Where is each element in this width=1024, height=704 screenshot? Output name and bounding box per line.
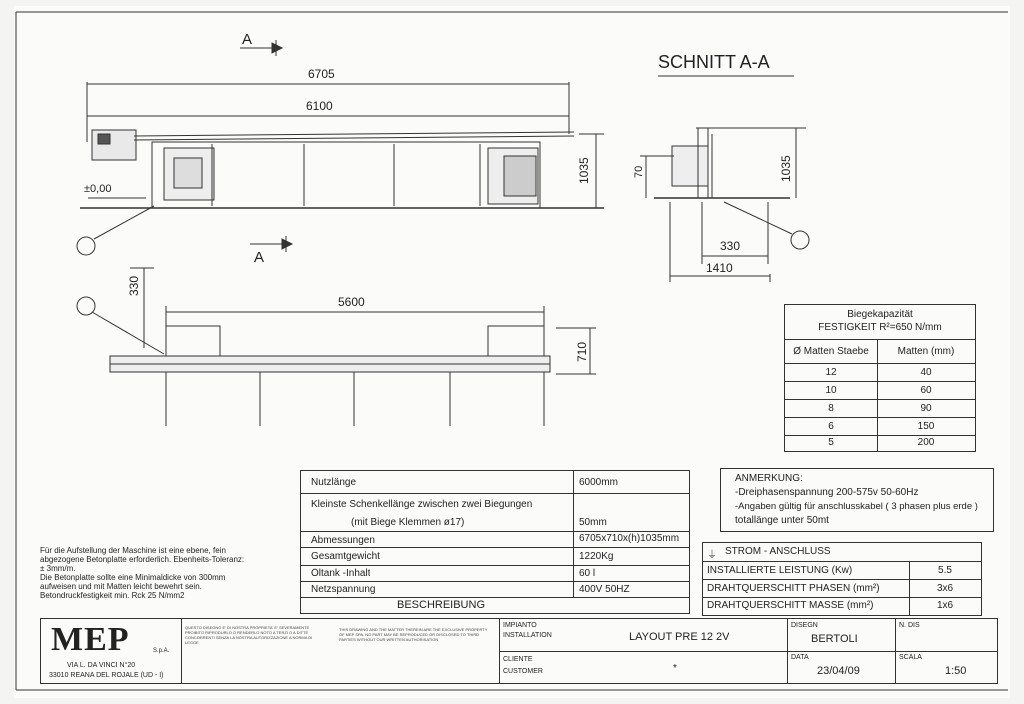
cut-label-top: A [242, 31, 253, 48]
spec-value: 6000mm [579, 477, 618, 488]
spec-value: 50mm [579, 517, 607, 528]
installation-value: LAYOUT PRE 12 2V [629, 631, 730, 643]
capacity-row-mm: 40 [920, 367, 932, 378]
disegn-label: DISEGN [791, 622, 818, 629]
spec-footer: BESCHREIBUNG [396, 599, 486, 611]
spec-label: Abmessungen [311, 535, 375, 546]
electrical-ground-icon: ⏚ [707, 550, 717, 561]
spec-label: Kleinste Schenkellänge zwischen zwei Biegungen [311, 499, 533, 510]
logo-suffix: S.p.A. [153, 648, 170, 654]
capacity-table [784, 304, 976, 452]
data-value: 23/04/09 [817, 665, 860, 677]
spec-label: Gesamtgewicht [311, 551, 380, 562]
spec-table [300, 470, 690, 614]
capacity-row-dia: 10 [825, 385, 837, 396]
foundation-line: Die Betonplatte sollte eine Minimaldicke von 300mm [40, 573, 226, 582]
foundation-line: Für die Aufstellung der Maschine ist eine ebene, fein [40, 546, 226, 555]
scala-value: 1:50 [945, 665, 967, 677]
power-label: INSTALLIERTE LEISTUNG (Kw) [707, 565, 853, 576]
dim-section-70: 70 [633, 165, 645, 178]
scala-label: SCALA [899, 654, 922, 661]
dim-overall-length: 6705 [308, 67, 335, 81]
capacity-row-dia: 8 [828, 403, 834, 414]
foundation-line: abgezogene Betonplatte erforderlich. Ebenheits-Toleranz: [40, 555, 245, 564]
foundation-line: aufweisen und mit Matten leicht bewehrt sein. [40, 582, 202, 591]
power-title: STROM - ANSCHLUSS [725, 546, 831, 557]
capacity-title: Biegekapazität [847, 309, 913, 320]
spec-value: 1220Kg [579, 551, 614, 562]
section-title: SCHNITT A-A [658, 52, 770, 72]
power-value: 3x6 [936, 583, 954, 594]
power-label: DRAHTQUERSCHITT PHASEN (mm²) [707, 583, 880, 594]
address-street: VIA L. DA VINCI N°20 [67, 662, 136, 669]
spec-value: 6705x710x(h)1035mm [579, 533, 680, 544]
note-line: totallänge unter 50mt [735, 515, 829, 526]
foundation-note [40, 546, 298, 600]
disegn-value: BERTOLI [811, 633, 858, 645]
capacity-header-mm: Matten (mm) [897, 346, 955, 357]
capacity-row-dia: 6 [828, 421, 834, 432]
spec-label: (mit Biege Klemmen ø17) [351, 517, 465, 528]
capacity-row-mm: 150 [917, 421, 935, 432]
dim-section-1410: 1410 [706, 261, 733, 275]
power-label: DRAHTQUERSCHITT MASSE (mm²) [707, 600, 874, 611]
impianto-label: IMPIANTO [503, 622, 537, 629]
ground-level-label: ±0,00 [84, 183, 112, 195]
legal-text-it: QUESTO DISEGNO E' DI NOSTRA PROPRIETA' E' SEVERAMENTE PROIBITO RIPRODURLO O RENDERLO NOTO A TERZI O A DITTE CONCORRENTI SENZA LA NOSTRA AUTORIZZAZIONE A NORMA DI LEGGE [185, 625, 313, 645]
customer-label: CUSTOMER [503, 668, 543, 675]
capacity-row-mm: 200 [917, 437, 935, 448]
capacity-row-mm: 90 [920, 403, 932, 414]
cut-label-bottom: A [254, 249, 265, 266]
power-value: 5.5 [938, 565, 952, 576]
spec-label: Öltank -Inhalt [311, 568, 371, 579]
power-table [702, 542, 982, 616]
cliente-label: CLIENTE [503, 656, 533, 663]
note-title: ANMERKUNG: [735, 473, 803, 484]
dim-height-side: 1035 [577, 157, 591, 184]
plan-view [77, 268, 596, 426]
legal-text-en: THIS DRAWING AND THE MATTER THEREIN ARE THE EXCLUSIVE PROPERTY OF MEP SPA. NO PART MAY BE REPRODUCED OR DISCLOSED TO THIRD PARTIES WITHOUT OUR WRITTEN AUTHORISATION [339, 627, 488, 642]
spec-label: Nutzlänge [311, 477, 357, 488]
foundation-line: ± 3mm/m. [40, 564, 76, 573]
drawing-sheet [14, 6, 1010, 698]
dim-section-330: 330 [720, 239, 741, 253]
capacity-row-dia: 5 [828, 437, 834, 448]
spec-label: Netzspannung [311, 584, 376, 595]
foundation-line: Betondruckfestigkeit min. Rck 25 N/mm2 [40, 591, 185, 600]
note-line: -Angaben gültig für anschlusskabel ( 3 phasen plus erde ) [735, 501, 978, 512]
capacity-header-dia: Ø Matten Staebe [793, 346, 869, 357]
note-line: -Dreiphasenspannung 200-575v 50-60Hz [735, 487, 919, 498]
company-logo: MEP [51, 621, 130, 658]
side-view [77, 40, 604, 255]
dim-plan-5600: 5600 [338, 295, 365, 309]
capacity-row-mm: 60 [920, 385, 932, 396]
data-label: DATA [791, 654, 809, 661]
dim-plan-710: 710 [575, 341, 589, 362]
dim-useful-length: 6100 [306, 99, 333, 113]
ndis-label: N. DIS [899, 622, 920, 629]
title-block [40, 618, 998, 684]
customer-value: * [673, 663, 677, 674]
spec-value: 60 l [579, 568, 596, 579]
power-value: 1x6 [936, 600, 954, 611]
installation-label: INSTALLATION [503, 632, 552, 639]
note-box [720, 468, 994, 532]
dim-height-section: 1035 [779, 155, 793, 182]
capacity-subtitle: FESTIGKEIT R²=650 N/mm [818, 322, 942, 333]
address-city: 33010 REANA DEL ROJALE (UD - I) [49, 672, 164, 679]
capacity-row-dia: 12 [825, 367, 837, 378]
spec-value: 400V 50HZ [579, 584, 630, 595]
dim-plan-330: 330 [127, 275, 141, 296]
